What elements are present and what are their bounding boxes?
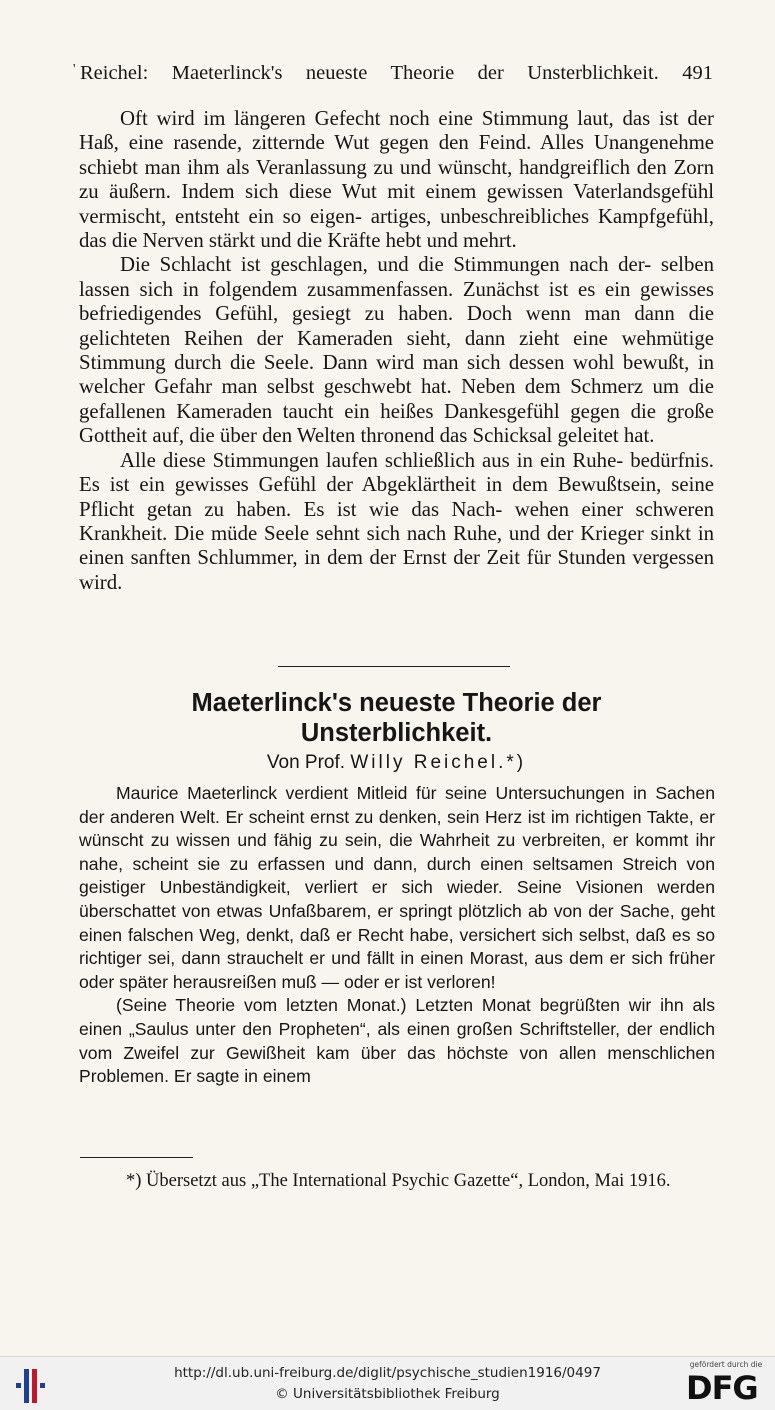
previous-article-text [79,107,714,595]
paragraph: Alle diese Stimmungen laufen schließlich aus in ein Ruhe- bedürfnis. Es ist ein gewisses Gefühl der Abgeklärtheit in dem Bewußtsein, seine Pflicht getan zu haben. Es ist wie das Nach- wehen einer schweren Krankheit. Die müde Seele sehnt sich nach Ruhe, und der Krieger sinkt in einen sanften Schlummer, in dem der Ernst der Zeit für Stunden vergessen wird. [79,448,714,594]
running-title: Reichel: Maeterlinck's neueste Theorie der Unsterblichkeit. [80,62,659,84]
paragraph: (Seine Theorie vom letzten Monat.) Letzten Monat begrüßten wir ihn als einen „Saulus unter den Propheten“, als einen großen Schriftsteller, der endlich vom Zweifel zur Gewißheit kam über das höchste von allen menschlichen Problemen. Er sagte in einem [79,995,715,1087]
footnote-divider [80,1157,193,1158]
footnote [79,1170,715,1192]
paragraph: Maurice Maeterlinck verdient Mitleid für seine Untersuchungen in Sachen der anderen Welt. Er scheint ernst zu denken, sein Herz ist im richtigen Takte, er wünscht zu wissen und fähig zu sein, die Wahrheit zu verbreiten, er kommt ihr nahe, scheint sie zu erfassen und dann, durch einen seltsamen Streich von geistiger Unbeständigkeit, verliert er sich wieder. Seine Visionen werden überschattet von etwas Unfaßbarem, er springt plötzlich ab von der Sache, geht einen falschen Weg, denkt, daß er Recht habe, versichert sich selbst, daß es so richtiger sei, dann strauchelt er und fällt in einen Morast, aus dem er sich früher oder später herausreißen muß — oder er ist verloren! [79,783,715,992]
article-title [79,688,714,748]
byline-author: Willy Reichel.*) [350,752,527,773]
margin-mark: ' [73,62,76,77]
section-divider [278,666,510,667]
permalink-url[interactable]: http://dl.ub.uni-freiburg.de/diglit/psychische_studien1916/0497 [174,1365,601,1381]
copyright-notice: © Universitätsbibliothek Freiburg [275,1386,500,1402]
running-header [80,62,713,85]
dfg-logo [684,1360,768,1408]
footnote-text: *) Übersetzt aus „The International Psychic Gazette“, London, Mai 1916. [126,1171,671,1191]
viewer-footer [0,1356,775,1410]
byline-prefix: Von Prof. [266,752,346,773]
article-byline [79,752,714,774]
page-number: 491 [682,62,713,84]
dfg-logo-text: DFG [686,1369,758,1407]
paragraph: Oft wird im längeren Gefecht noch eine Stimmung laut, das ist der Haß, eine rasende, zitternde Wut gegen den Feind. Alles Unangenehme schiebt man ihm als Veranlassung zu und wünscht, handgreiflich den Zorn zu äußern. Indem sich diese Wut mit einem gewissen Vaterlandsgefühl vermischt, entsteht ein so eigen- artiges, unbeschreibliches Kampfgefühl, das die Nerven stärkt und die Kräfte hebt und mehrt. [79,107,714,253]
funding-note: gefördert durch die [689,1360,763,1369]
paragraph: Die Schlacht ist geschlagen, und die Stimmungen nach der- selben lassen sich in folgendem zusammenfassen. Zunächst ist es ein gewisses befriedigendes Gefühl, gesiegt zu haben. Doch wenn man dann die gelichteten Reihen der Kameraden sieht, dann zieht eine wehmütige Stimmung durch die Seele. Dann wird man sich dessen wohl bewußt, in welcher Gefahr man selbst geschwebt hat. Neben dem Schmerz um die gefallenen Kameraden taucht ein heißes Dankesgefühl gegen die große Gottheit auf, die über den Welten thronend das Schicksal geleitet hat. [79,253,714,448]
article-title-line: Unsterblichkeit. [300,719,493,747]
article-title-line: Maeterlinck's neueste Theorie der [191,689,602,717]
article-body [79,782,715,1089]
